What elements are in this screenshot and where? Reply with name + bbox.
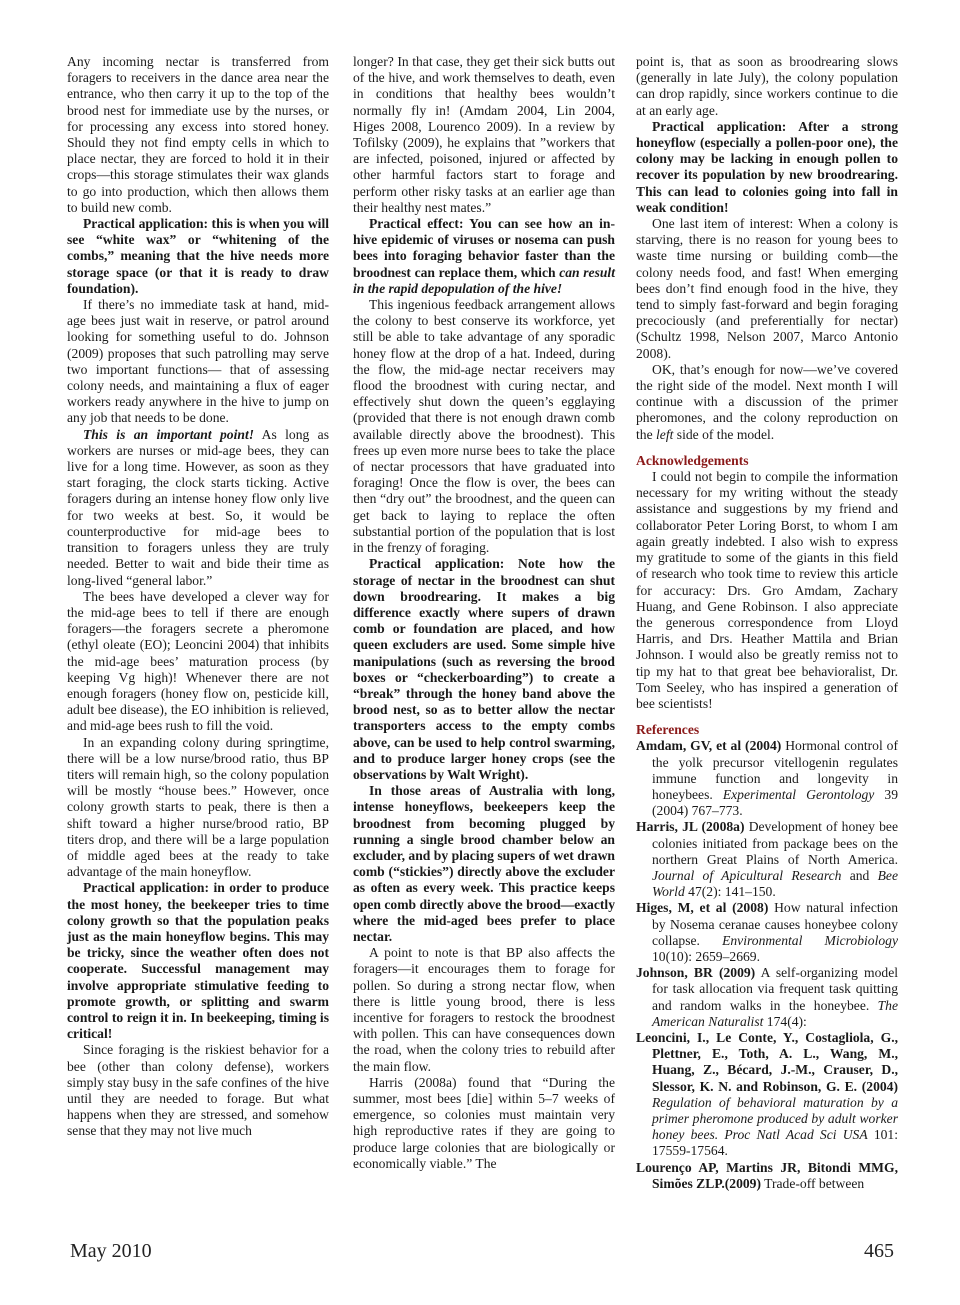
reference-text: Hormonal control of the yolk precursor vitellogenin regulates immune function and longevity in honeybees. — [652, 738, 898, 802]
reference-journal: Experimental Gerontology — [722, 786, 875, 802]
footer-page-number: 465 — [864, 1240, 894, 1262]
practical-effect-paragraph — [353, 216, 615, 297]
reference-text: Trade-off between — [761, 1175, 865, 1191]
italic-word: left — [656, 426, 674, 442]
paragraph: Harris (2008a) found that “During the summer, most bees [die] within 5–7 weeks of emergence, so colonies must maintain very high reproductive rates if they are going to produce large colonies that are biologically or economically viable.” The — [353, 1074, 615, 1171]
bold-paragraph: In those areas of Australia with long, intense honeyflows, beekeepers keep the broodnest from becoming plugged by running a single brood chamber below an excluder, and by placing supers of wet drawn comb (“stickies”) directly above the excluder as often as every week. This practice keeps open comb directly above the brood—exactly where the mid-aged bees prefer to place nectar. — [353, 783, 615, 944]
practical-application-paragraph: Practical application: After a strong honeyflow (especially a pollen-poor one), the colony may be lacking in enough pollen to recover its population by new broodrearing. This can lead to colonies going into fall in weak condition! — [636, 118, 898, 215]
reference-item — [636, 965, 898, 1030]
reference-tail: 101: 17559-17564. — [652, 1127, 898, 1159]
reference-item — [636, 1030, 898, 1160]
reference-journal: Journal of Apicultural Research — [652, 867, 842, 883]
emphasis-lead: This is an important point! — [83, 426, 255, 442]
paragraph: This ingenious feedback arrangement allows the colony to best conserve its workforce, yet still be able to take advantage of any sporadic honey flow at the drop of a hat. Indeed, during the flow, the mid-age nectar receivers may flood the broodnest with curing nectar, and effectively shut down the queen’s egglaying (provided that there is not enough drawn comb available directly above the broodnest). This frees up even more nurse bees to take the place of nectar processors that have graduated into foraging! Once the flow is over, the bees can then “dry out” the broodnest, and the queen can get back to laying to replace the often substantial portion of the population that is lost in the frenzy of foraging. — [353, 297, 615, 556]
reference-tail: 47(2): 141–150. — [684, 884, 776, 900]
paragraph: A point to note is that BP also affects the foragers—it encourages them to forage for pollen. So during a strong nectar flow, when there is little young brood, there is less incentive for foragers to restock the broodnest with pollen. This can have consequences down the road, when the colony tries to rebuild after the main flow. — [353, 945, 615, 1074]
reference-item — [636, 900, 898, 965]
column-right — [636, 54, 898, 1192]
paragraph: If there’s no immediate task at hand, mid-age bees just wait in reserve, or patrol around looking for something useful to do. Johnson (2009) proposes that such patrolling may serve two important functions— that of assessing colony needs, and maintaining a flux of eager workers ready anywhere in the hive to jump on any job that needs to be done. — [67, 297, 329, 426]
column-middle — [353, 54, 615, 1172]
reference-text: Development of honey bee colonies initiated from package bees on the northern Great Plains of North America. — [652, 819, 898, 867]
footer-issue-date: May 2010 — [70, 1240, 152, 1262]
reference-author: Leoncini, I., Le Conte, Y., Costagliola, G., Plettner, E., Toth, A. L., Wang, M., Huang, Z., Bécard, J.-M., Crauser, D., Slessor, K. N. and Robinson, G. E. (2004) — [636, 1029, 898, 1094]
practical-application-paragraph: Practical application: Note how the storage of nectar in the broodnest can shut down broodrearing. It makes a big difference exactly where supers of drawn comb or foundation are placed, and how queen excluders are used. Some simple hive manipulations (such as reversing the brood boxes or “checkerboarding”) to create a “break” through the honey band above the brood nest, so as to better allow the nectar transporters access to the empty combs above, can be used to help control swarming, and to produce larger honey crops (see the observations by Walt Wright). — [353, 556, 615, 782]
reference-item — [636, 1160, 898, 1192]
bold-italic-text: can result in the rapid depopulation of the hive! — [353, 264, 615, 296]
reference-text: A self-organizing model for task allocation via frequent task quitting and random walks in the honeybee. — [652, 965, 899, 1013]
reference-author: Johnson, BR (2009) — [636, 965, 756, 981]
reference-journal: Environmental Microbiology — [722, 932, 898, 948]
paragraph: point is, that as soon as broodrearing slows (generally in late July), the colony population can drop rapidly, since workers continue to die at an early age. — [636, 54, 898, 118]
paragraph — [67, 427, 329, 589]
paragraph: Any incoming nectar is transferred from foragers to receivers in the dance area near the entrance, who then carry it up to the top of the brood nest for immediate use by the nurses, or for processing any excess into stored honey. Should they not find empty cells in which to place nectar, they are forced to hold it in their crops—this storage stimulates their wax glands to go into production, which then allows them to build new comb. — [67, 54, 329, 215]
references-heading: References — [636, 722, 700, 738]
reference-text: How natural infection by Nosema ceranae causes honeybee colony collapse. — [652, 900, 898, 948]
column-left — [67, 54, 329, 1140]
reference-item — [636, 819, 898, 900]
reference-author: Higes, M, et al (2008) — [636, 900, 769, 916]
reference-author: Harris, JL (2008a) — [636, 819, 745, 835]
acknowledgements-text: I could not begin to compile the information necessary for my writing without the steady assistance and suggestions by my friend and collaborator Peter Loring Borst, to whom I am again greatly indebted. I also wish to express my gratitude to some of the giants in this field of research who took time to review this article for accuracy: Drs. Gro Amdam, Zachary Huang, and Gene Robinson. I also appreciate the generous correspondence from Lloyd Harris, and Drs. Heather Mattila and Brian Johnson. I would also be greatly remiss not to tip my hat to that great bee behavioralist, Dr. Tom Seeley, who has inspired a generation of bee scientists! — [636, 469, 898, 711]
acknowledgements-heading: Acknowledgements — [636, 452, 749, 468]
reference-journal: Bee World — [652, 867, 898, 900]
practical-application-paragraph: Practical application: in order to produce the most honey, the beekeeper tries to time colony growth so that the population peaks just as the main honeyflow begins. This may be tricky, since the weather often does not cooperate. Successful management may involve appropriate stimulative feeding to promote growth, or splitting and swarm control to reign it in. In beekeeping, timing is critical! — [67, 880, 329, 1042]
bold-text: Practical effect: You can see how an in-hive epidemic of viruses or nosema can push bees into foraging behavior faster than the broodnest can replace them, which — [353, 216, 615, 280]
paragraph: Since foraging is the riskiest behavior for a bee (other than colony defense), workers simply stay busy in the safe confines of the hive until they are needed to forage. But what happens when they are stressed, and somehow sense that they may not live much — [67, 1042, 329, 1139]
practical-application-paragraph: Practical application: this is when you will see “white wax” or “whitening of the combs,” meaning that the hive needs more storage space (or that it is ready to draw foundation). — [67, 216, 329, 296]
paragraph: In an expanding colony during springtime, there will be a low nurse/brood ratio, thus BP titers will remain high, so the colony population will be mostly “house bees.” However, once colony growth starts to peak, there is then a shift toward a higher nurse/brood ratio, BP titers drop, and there will be a large population of middle aged bees at the ready to take advantage of the main honeyflow. — [67, 734, 329, 880]
reference-journal: The American Naturalist — [652, 997, 898, 1029]
paragraph: longer? In that case, they get their sick butts out of the hive, and work themselves to death, even in conditions that healthy bees wouldn’t normally fly in! (Amdam 2004, Lin 2004, Higes 2008, Lourenco 2009). In a review by Tofilsky (2009), he explains that ”workers that are infected, poisoned, injured or affected by other harmful factors start to forage and perform other risky tasks at an earlier age than their healthy nest mates.” — [353, 54, 615, 215]
paragraph: One last item of interest: When a colony is starving, there is no reason for young bees to waste time nursing or building comb—the colony needs food, and fast! When emerging bees don’t find enough food in the hive, they tend to simply fast-forward and begin foraging precociously (and preferentially for nectar) (Schultz 1998, Nelson 2007, Marco Antonio 2008). — [636, 216, 898, 361]
paragraph-text: side of the model. — [673, 426, 775, 442]
reference-tail: 39 (2004) 767–773. — [652, 786, 898, 819]
reference-item — [636, 738, 898, 819]
paragraph-text: OK, that’s enough for now—we’ve covered the right side of the model. Next month I will continue with a discussion of the primer pheromones, and the colony reproduction on the — [636, 361, 898, 442]
paragraph-text: As long as workers are nurses or mid-age bees, they can live for a long time. However, as soon as they start foraging, the clock starts ticking. Active foragers during an intense honey flow only live for two weeks at best. So, it would be counterproductive for mid-age bees to transition to foragers unless they are truly needed. Better to wait and bide their time as long-lived “general labor.” — [67, 426, 329, 588]
reference-list — [636, 738, 898, 1192]
reference-tail: 10(10): 2659–2669. — [652, 948, 760, 964]
reference-tail: and — [841, 867, 878, 883]
reference-author: Lourenço AP, Martins JR, Bitondi MMG, Simões ZLP.(2009) — [636, 1159, 898, 1191]
reference-tail: 174(4): — [763, 1013, 807, 1029]
reference-journal: Regulation of behavioral maturation by a primer pheromone produced by adult worker honey bees. Proc Natl Acad Sci USA — [652, 1094, 898, 1143]
reference-author: Amdam, GV, et al (2004) — [636, 738, 782, 754]
paragraph — [636, 362, 898, 443]
paragraph: The bees have developed a clever way for the mid-age bees to tell if there are enough foragers—the foragers secrete a pheromone (ethyl oleate (EO); Leoncini 2004) that inhibits the mid-age bees’ maturation process (by keeping Vg high)! Whenever there are not enough foragers (honey flow on, pesticide kill, adult bee disease), the EO inhibition is relieved, and mid-age bees rush to fill the void. — [67, 588, 329, 734]
